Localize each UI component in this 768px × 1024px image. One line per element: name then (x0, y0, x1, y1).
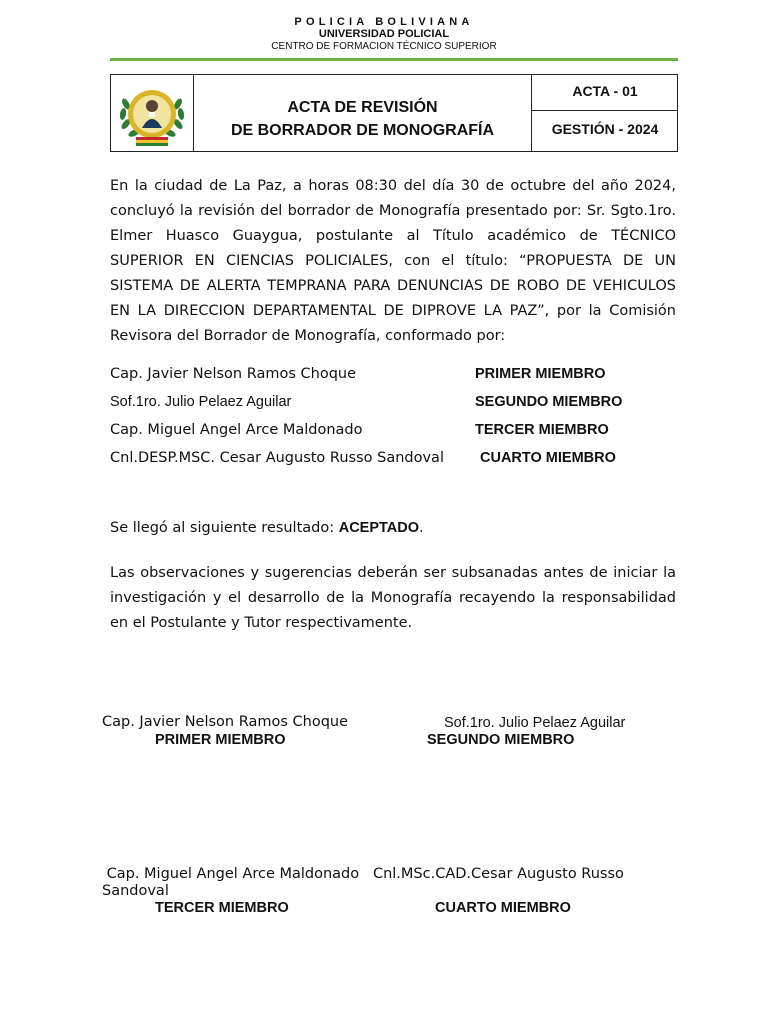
result-prefix: Se llegó al siguiente resultado: (110, 520, 339, 536)
signature-4-role: CUARTO MIEMBRO (435, 900, 571, 916)
signature-1-name: Cap. Javier Nelson Ramos Choque (102, 714, 349, 730)
gestion-year: GESTIÓN - 2024 (551, 121, 659, 137)
header-rule (110, 58, 678, 61)
member-name-4: Cnl.DESP.MSC. Cesar Augusto Russo Sandoval (110, 450, 444, 466)
observations-paragraph: Las observaciones y sugerencias deberán ser subsanadas antes de iniciar la investigación y el desarrollo de la Monografía recayendo la responsabilidad en el Postulante y Tutor respectivamente. (110, 565, 676, 631)
member-role-3: TERCER MIEMBRO (475, 422, 609, 438)
signature-4-name-continuation: Sandoval (102, 883, 169, 899)
member-role-4: CUARTO MIEMBRO (480, 450, 616, 466)
member-name-3: Cap. Miguel Angel Arce Maldonado (110, 422, 363, 438)
signature-1-role: PRIMER MIEMBRO (155, 732, 286, 748)
header-center: CENTRO DE FORMACION TÉCNICO SUPERIOR (271, 41, 497, 52)
signature-2-name: Sof.1ro. Julio Pelaez Aguilar (444, 715, 626, 731)
document-title (194, 96, 531, 142)
member-name-2: Sof.1ro. Julio Pelaez Aguilar (110, 394, 292, 410)
title-line-2: DE BORRADOR DE MONOGRAFÍA (230, 122, 495, 139)
signature-3-role: TERCER MIEMBRO (155, 900, 289, 916)
acta-number: ACTA - 01 (572, 83, 638, 99)
signature-3-4-names: Cap. Miguel Angel Arce Maldonado Cnl.MSc.CAD.Cesar Augusto Russo (102, 866, 624, 882)
header-university: UNIVERSIDAD POLICIAL (318, 28, 450, 40)
signature-2-role: SEGUNDO MIEMBRO (427, 732, 575, 748)
intro-paragraph: En la ciudad de La Paz, a horas 08:30 del día 30 de octubre del año 2024, concluyó la revisión del borrador de Monografía presentado por: Sr. Sgto.1ro. Elmer Huasco Guaygua, postulante al Título académico de TÉCNICO SUPERIOR EN CIENCIAS POLICIALES, con el título: “PROPUESTA DE UN SISTEMA DE ALERTA TEMPRANA PARA DENUNCIAS DE ROBO DE VEHICULOS EN LA DIRECCION DEPARTAMENTAL DE DIPROVE LA PAZ”, por la Comisión Revisora del Borrador de Monografía, conformado por: (110, 178, 676, 344)
header-institution: POLICIA BOLIVIANA (294, 16, 474, 28)
result-suffix: . (419, 520, 424, 536)
member-role-2: SEGUNDO MIEMBRO (475, 394, 623, 410)
member-role-1: PRIMER MIEMBRO (475, 366, 606, 382)
result-line (110, 520, 424, 536)
university-seal-icon (114, 84, 190, 148)
title-box (110, 74, 678, 152)
member-name-1: Cap. Javier Nelson Ramos Choque (110, 366, 357, 382)
title-line-1: ACTA DE REVISIÓN (287, 99, 438, 116)
box-divider (531, 110, 678, 111)
result-value: ACEPTADO (338, 520, 420, 536)
